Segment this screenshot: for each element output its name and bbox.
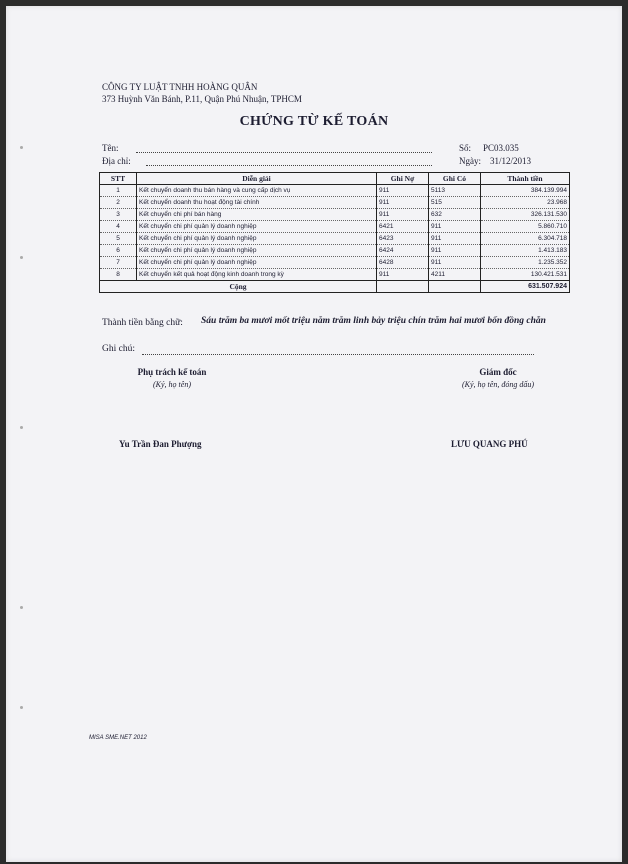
accountant-note: (Ký, họ tên)	[153, 380, 191, 389]
header-stt: STT	[100, 173, 137, 185]
director-title: Giám đốc	[479, 367, 517, 377]
number-label: Số:	[459, 143, 472, 153]
ledger-table	[99, 172, 570, 293]
accountant-name: Yu Trần Đan Phượng	[119, 439, 202, 449]
row-credit: 515	[429, 197, 481, 209]
amount-in-words-value: Sáu trăm ba mươi mốt triệu năm trăm linh bảy triệu chín trăm hai mươi bốn đồng chẵn	[201, 316, 546, 326]
table-row	[100, 185, 570, 197]
row-amount: 384.139.994	[481, 185, 570, 197]
row-amount: 1.235.352	[481, 257, 570, 269]
row-description: Kết chuyển chi phí quản lý doanh nghiệp	[137, 221, 377, 233]
row-stt: 6	[100, 245, 137, 257]
row-credit: 911	[429, 233, 481, 245]
header-credit: Ghi Có	[429, 173, 481, 185]
table-total-row	[100, 281, 570, 293]
row-debit: 6428	[377, 257, 429, 269]
row-credit: 5113	[429, 185, 481, 197]
total-label: Cộng	[100, 281, 377, 293]
row-description: Kết chuyển chi phí quản lý doanh nghiệp	[137, 245, 377, 257]
table-row	[100, 221, 570, 233]
total-amount: 631.507.924	[481, 281, 570, 293]
document-title: CHỨNG TỪ KẾ TOÁN	[239, 114, 389, 129]
row-stt: 3	[100, 209, 137, 221]
row-description: Kết chuyển doanh thu bán hàng và cung cấp dịch vụ	[137, 185, 377, 197]
row-description: Kết chuyển chi phí bán hàng	[137, 209, 377, 221]
date-label: Ngày:	[459, 156, 481, 166]
row-description: Kết chuyển chi phí quản lý doanh nghiệp	[137, 233, 377, 245]
address-label: Địa chỉ:	[102, 156, 131, 166]
row-debit: 6421	[377, 221, 429, 233]
software-footer: MISA SME.NET 2012	[89, 735, 147, 741]
row-credit: 911	[429, 257, 481, 269]
company-name: CÔNG TY LUẬT TNHH HOÀNG QUÂN	[102, 82, 258, 92]
company-header	[102, 81, 302, 105]
row-amount: 6.304.718	[481, 233, 570, 245]
number-value: PC03.035	[483, 143, 519, 153]
row-stt: 4	[100, 221, 137, 233]
director-note: (Ký, họ tên, đóng dấu)	[462, 380, 534, 389]
row-debit: 911	[377, 209, 429, 221]
name-label: Tên:	[102, 143, 119, 153]
header-amount: Thành tiền	[481, 173, 570, 185]
company-address: 373 Huỳnh Văn Bánh, P.11, Quận Phú Nhuận, TPHCM	[102, 94, 302, 104]
header-debit: Ghi Nợ	[377, 173, 429, 185]
row-debit: 6424	[377, 245, 429, 257]
punch-hole	[20, 426, 23, 429]
document-page	[6, 6, 622, 862]
table-row	[100, 245, 570, 257]
note-label: Ghi chú:	[102, 344, 135, 354]
row-amount: 1.413.183	[481, 245, 570, 257]
accountant-title: Phụ trách kế toán	[137, 367, 207, 377]
row-debit: 6423	[377, 233, 429, 245]
row-description: Kết chuyển kết quả hoạt động kinh doanh trong kỳ	[137, 269, 377, 281]
row-credit: 632	[429, 209, 481, 221]
table-header-row	[100, 173, 570, 185]
table-row	[100, 197, 570, 209]
row-debit: 911	[377, 185, 429, 197]
amount-in-words-label: Thành tiền bằng chữ:	[102, 318, 183, 328]
row-description: Kết chuyển chi phí quản lý doanh nghiệp	[137, 257, 377, 269]
table-row	[100, 233, 570, 245]
row-amount: 326.131.530	[481, 209, 570, 221]
total-debit-empty	[377, 281, 429, 293]
director-name: LƯU QUANG PHÚ	[451, 439, 528, 449]
date-value: 31/12/2013	[490, 156, 532, 166]
row-stt: 5	[100, 233, 137, 245]
row-stt: 1	[100, 185, 137, 197]
punch-hole	[20, 256, 23, 259]
row-credit: 911	[429, 245, 481, 257]
table-row	[100, 269, 570, 281]
row-amount: 23.968	[481, 197, 570, 209]
row-amount: 5.860.710	[481, 221, 570, 233]
row-description: Kết chuyển doanh thu hoạt động tài chính	[137, 197, 377, 209]
row-debit: 911	[377, 197, 429, 209]
header-description: Diễn giải	[137, 173, 377, 185]
punch-hole	[20, 706, 23, 709]
address-line	[146, 165, 432, 166]
table-row	[100, 209, 570, 221]
note-line	[142, 354, 534, 355]
row-debit: 911	[377, 269, 429, 281]
row-stt: 7	[100, 257, 137, 269]
total-credit-empty	[429, 281, 481, 293]
table-row	[100, 257, 570, 269]
row-stt: 2	[100, 197, 137, 209]
row-credit: 911	[429, 221, 481, 233]
row-stt: 8	[100, 269, 137, 281]
row-credit: 4211	[429, 269, 481, 281]
punch-hole	[20, 606, 23, 609]
row-amount: 130.421.531	[481, 269, 570, 281]
name-line	[136, 152, 432, 153]
punch-hole	[20, 146, 23, 149]
